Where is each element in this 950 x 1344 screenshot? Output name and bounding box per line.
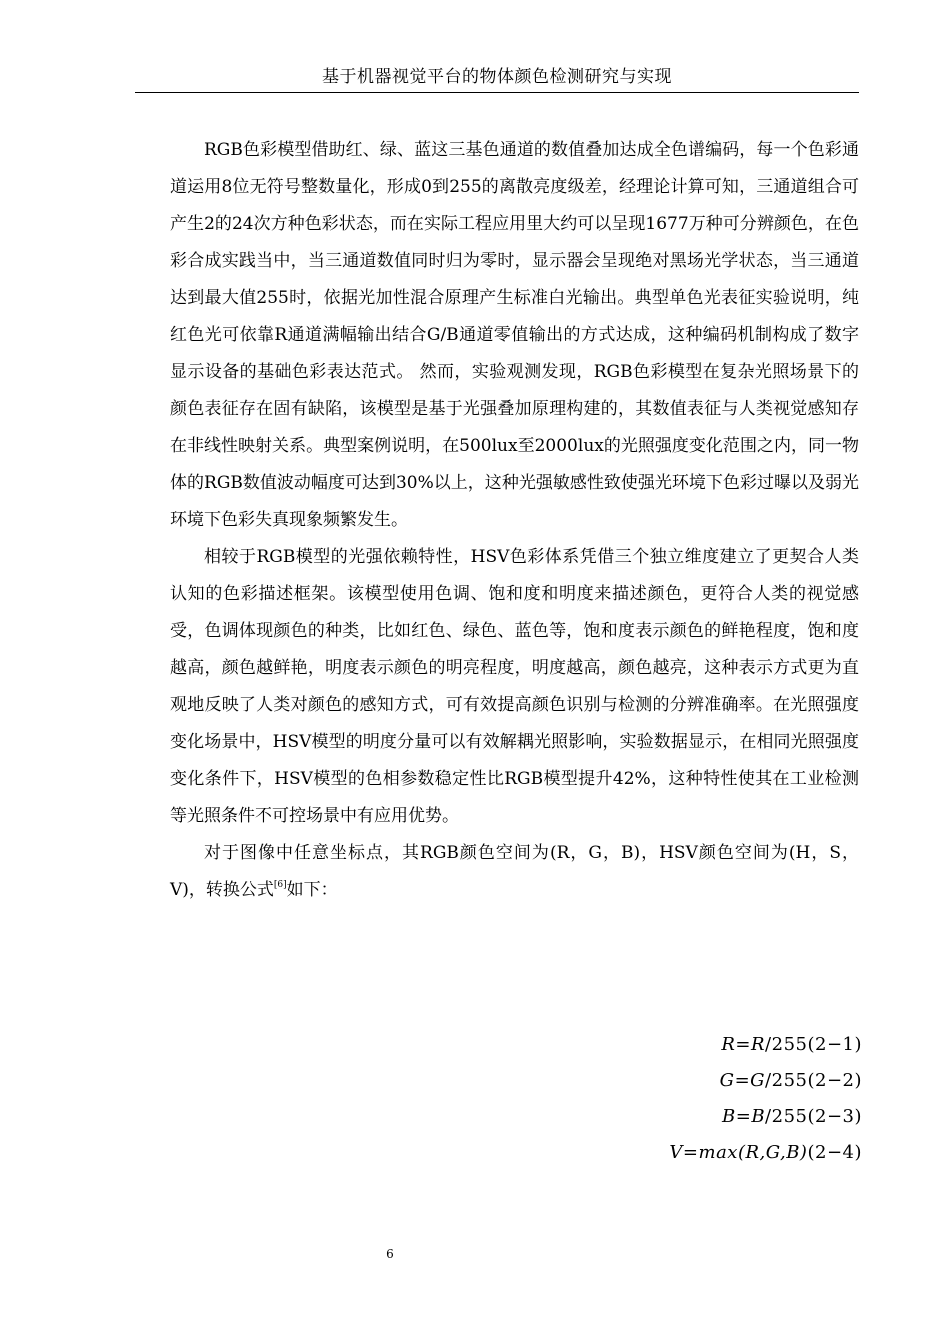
equation-number: (2−1)	[807, 1034, 862, 1055]
equation-number: (2−4)	[807, 1142, 862, 1163]
conversion-text: 对于图像中任意坐标点，其RGB颜色空间为(R，G，B)，HSV颜色空间为(H，S，V)，转换公式	[170, 843, 859, 900]
citation-reference[interactable]: [6]	[273, 879, 287, 890]
formula-r: R=R/255(2−1)	[721, 1034, 862, 1055]
page-number: 6	[386, 1247, 394, 1261]
equation-number: (2−3)	[807, 1106, 862, 1127]
formula-block	[560, 1027, 862, 1171]
equation-number: (2−2)	[807, 1070, 862, 1091]
conversion-text-end: 如下：	[286, 880, 338, 900]
paragraph-hsv-model: 相较于RGB模型的光强依赖特性，HSV色彩体系凭借三个独立维度建立了更契合人类认知的色彩描述框架。该模型使用色调、饱和度和明度来描述颜色，更符合人类的视觉感受，色调体现颜色的种类，比如红色、绿色、蓝色等，饱和度表示颜色的鲜艳程度，饱和度越高，颜色越鲜艳，明度表示颜色的明亮程度，明度越高，颜色越亮，这种表示方式更为直观地反映了人类对颜色的感知方式，可有效提高颜色识别与检测的分辨准确率。在光照强度变化场景中，HSV模型的明度分量可以有效解耦光照影响，实验数据显示，在相同光照强度变化条件下，HSV模型的色相参数稳定性比RGB模型提升42%，这种特性使其在工业检测等光照条件不可控场景中有应用优势。	[170, 547, 859, 826]
header-divider	[135, 92, 859, 93]
paragraph-conversion-intro	[170, 835, 859, 909]
formula-v: V=max(R,G,B)(2−4)	[669, 1142, 862, 1163]
body-text	[170, 132, 859, 909]
formula-b: B=B/255(2−3)	[721, 1106, 862, 1127]
page-header-title: 基于机器视觉平台的物体颜色检测研究与实现	[322, 67, 672, 87]
formula-g: G=G/255(2−2)	[719, 1070, 862, 1091]
paragraph-rgb-model: RGB色彩模型借助红、绿、蓝这三基色通道的数值叠加达成全色谱编码，每一个色彩通道运用8位无符号整数量化，形成0到255的离散亮度级差，经理论计算可知，三通道组合可产生2的24次方种色彩状态，而在实际工程应用里大约可以呈现1677万种可分辨颜色，在色彩合成实践当中，当三通道数值同时归为零时，显示器会呈现绝对黑场光学状态，当三通道达到最大值255时，依据光加性混合原理产生标准白光输出。典型单色光表征实验说明，纯红色光可依靠R通道满幅输出结合G/B通道零值输出的方式达成，这种编码机制构成了数字显示设备的基础色彩表达范式。 然而，实验观测发现，RGB色彩模型在复杂光照场景下的颜色表征存在固有缺陷，该模型是基于光强叠加原理构建的，其数值表征与人类视觉感知存在非线性映射关系。典型案例说明，在500lux至2000lux的光照强度变化范围之内，同一物体的RGB数值波动幅度可达到30%以上，这种光强敏感性致使强光环境下色彩过曝以及弱光环境下色彩失真现象频繁发生。	[170, 140, 859, 530]
